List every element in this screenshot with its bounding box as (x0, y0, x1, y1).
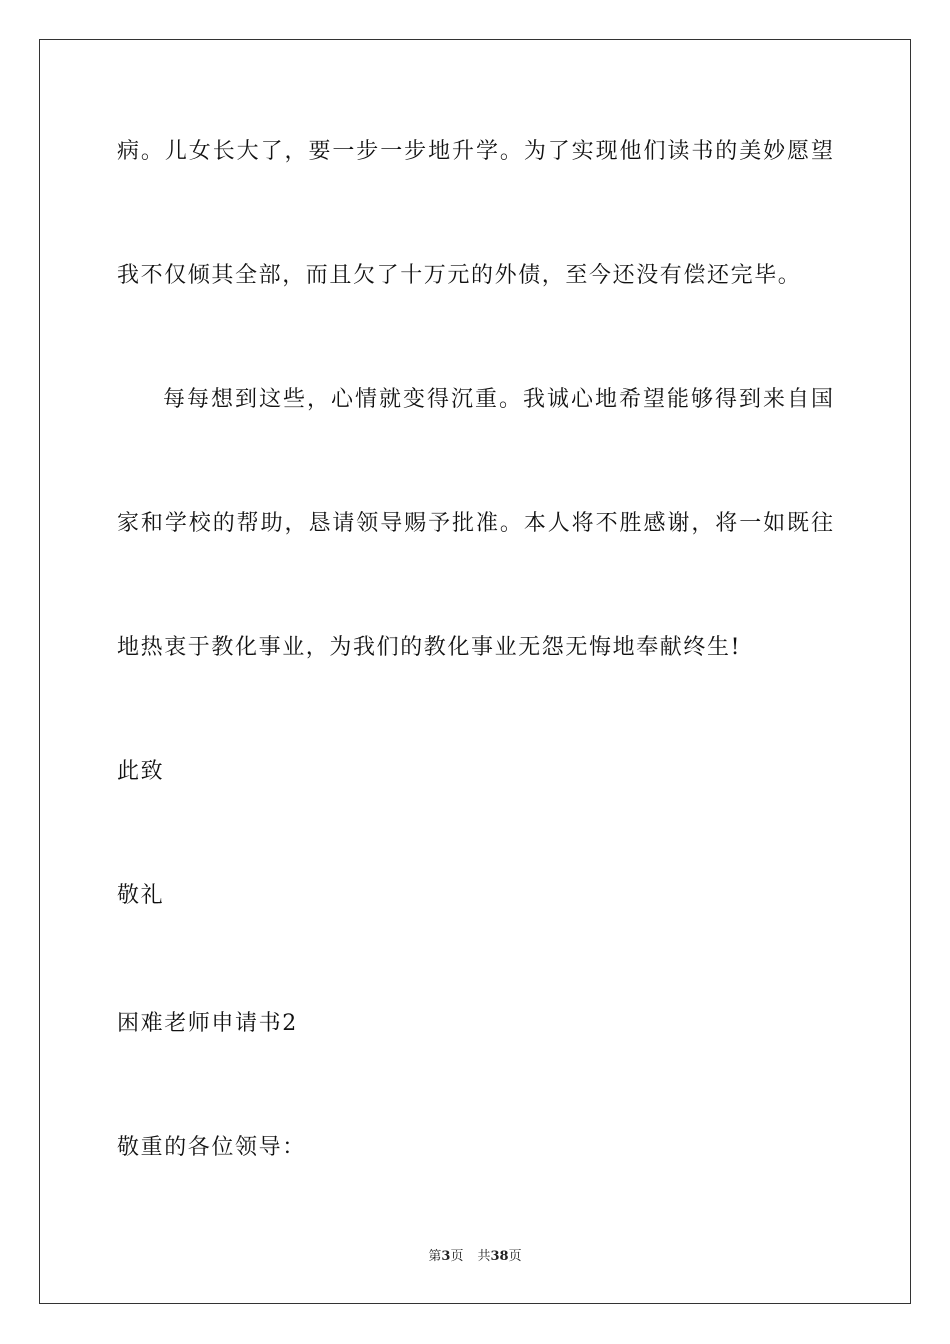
closing-salutation: 此致 (117, 759, 165, 784)
total-pages: 38 (490, 1249, 509, 1264)
greeting-line: 敬重的各位领导： (117, 1135, 306, 1160)
body-line-3: 每每想到这些，心情就变得沉重。我诚心地希望能够得到来自国 (163, 387, 833, 412)
page-number: 3 (441, 1249, 451, 1264)
closing-regards: 敬礼 (117, 883, 165, 908)
page-label-suffix: 页 (450, 1249, 464, 1264)
body-line-5: 地热衷于教化事业，为我们的教化事业无怨无悔地奉献终生! (117, 635, 742, 660)
total-label-suffix: 页 (508, 1249, 522, 1264)
page-border (39, 39, 911, 1304)
body-line-1: 病。儿女长大了，要一步一步地升学。为了实现他们读书的美妙愿望 (117, 139, 833, 164)
section-title: 困难老师申请书2 (117, 1011, 298, 1036)
page-footer (0, 1248, 950, 1266)
page-label-prefix: 第 (428, 1249, 442, 1264)
body-line-4: 家和学校的帮助，恳请领导赐予批准。本人将不胜感谢，将一如既往 (117, 511, 833, 536)
total-label-prefix: 共 (477, 1249, 491, 1264)
body-line-2: 我不仅倾其全部，而且欠了十万元的外债，至今还没有偿还完毕。 (117, 263, 802, 288)
